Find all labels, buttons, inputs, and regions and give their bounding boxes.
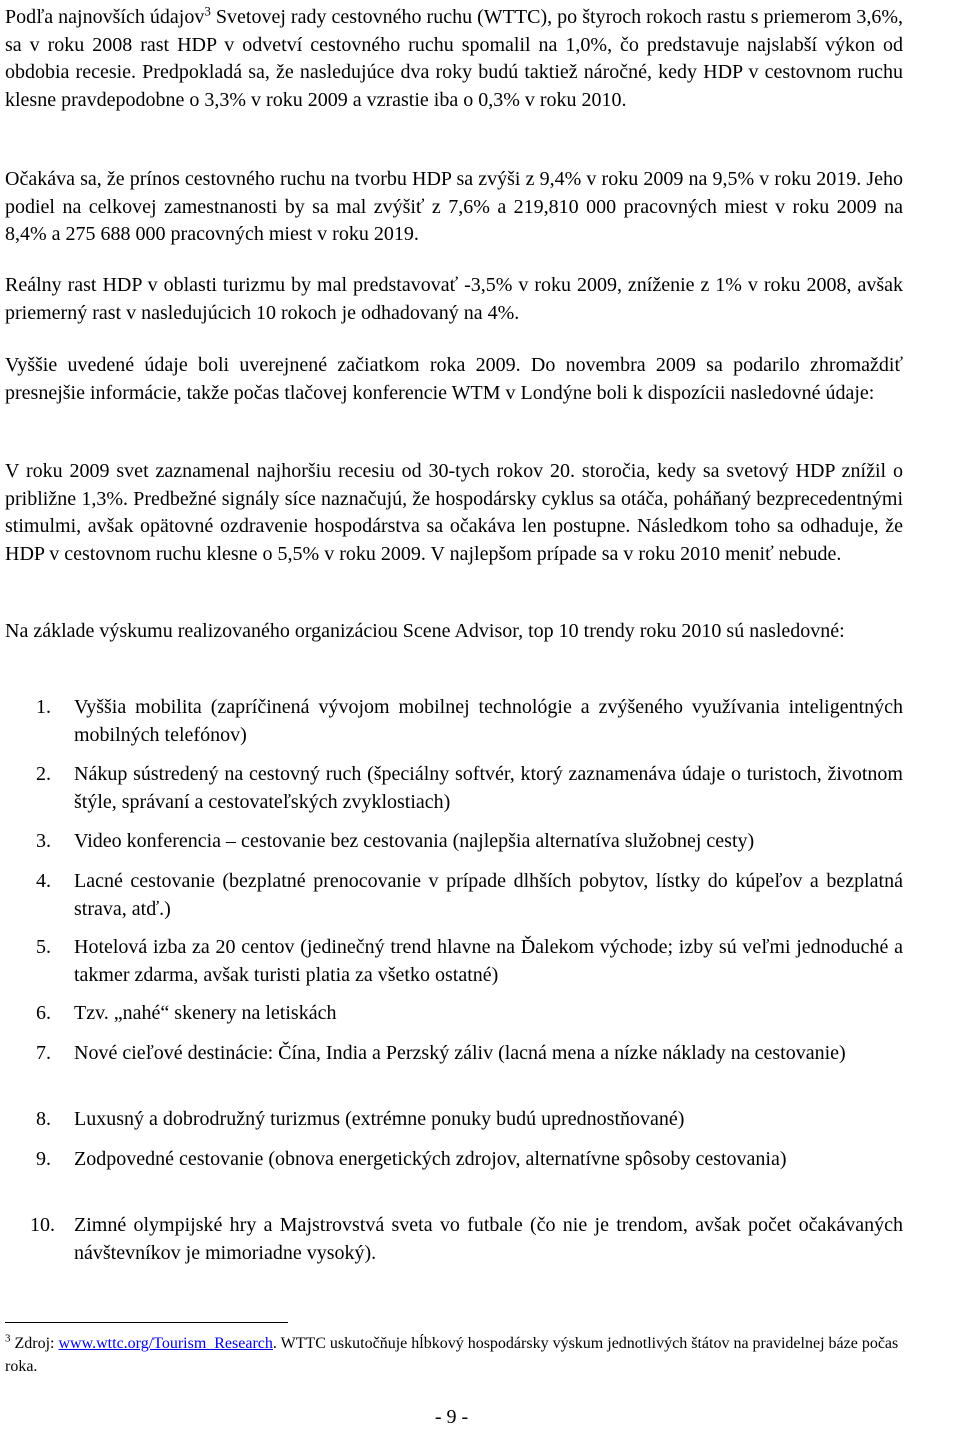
list-item-text: Video konferencia – cestovanie bez cestovania (najlepšia alternatíva služobnej cesty) [74,830,755,852]
paragraph-trends-intro: Na základe výskumu realizovaného organizáciou Scene Advisor, top 10 trendy roku 2010 sú nasledovné: [5,620,845,642]
paragraph-wtm-update: Vyššie uvedené údaje boli uverejnené začiatkom roka 2009. Do novembra 2009 sa podarilo zhromaždiť presnejšie informácie, takže počas tlačovej konferencie WTM v Londýne boli k dispozícii nasledovné údaje: [5,354,903,404]
footnote-source-label: Zdroj: [10,1335,59,1352]
list-item-number: 9. [36,1148,51,1170]
paragraph-wttc-intro [5,4,903,114]
paragraph-wttc-intro-rest: Svetovej rady cestovného ruchu (WTTC), po štyroch rokoch rastu s priemerom 3,6%, sa v roku 2008 rast HDP v odvetví cestovného ruchu spomalil na 1,0%, čo predstavuje najslabší výkon od obdobia recesie. Predpokladá sa, že nasledujúce dva roky budú taktiež náročné, kedy HDP v cestovnom ruchu klesne pravdepodobne o 3,3% v roku 2009 a vzrastie iba o 0,3% v roku 2010. [5,6,903,111]
list-item-number: 10. [30,1214,55,1236]
paragraph-gdp-contribution: Očakáva sa, že prínos cestovného ruchu na tvorbu HDP sa zvýši z 9,4% v roku 2009 na 9,5% v roku 2019. Jeho podiel na celkovej zamestnanosti by sa mal zvýšiť z 7,6% a 219,810 000 pracovných miest v roku 2009 na 8,4% a 275 688 000 pracovných miest v roku 2019. [5,168,903,245]
list-item-number: 7. [36,1042,51,1064]
list-item-text: Lacné cestovanie (bezplatné prenocovanie v prípade dlhších pobytov, lístky do kúpeľov a bezplatná strava, atď.) [74,870,903,920]
paragraph-recession-2009: V roku 2009 svet zaznamenal najhoršiu recesiu od 30-tych rokov 20. storočia, kedy sa svetový HDP znížil o približne 1,3%. Predbežné signály síce naznačujú, že hospodársky cyklus sa otáča, poháňaný bezprecedentnými stimulmi, avšak opätovné ozdravenie hospodárstva sa očakáva len postupne. Následkom toho sa odhaduje, že HDP v cestovnom ruchu klesne o 5,5% v roku 2009. V najlepšom prípade sa v roku 2010 meniť nebude. [5,460,903,565]
list-item-text: Tzv. „nahé“ skenery na letiskách [74,1002,337,1024]
list-item-number: 3. [36,830,51,852]
paragraph-real-growth: Reálny rast HDP v oblasti turizmu by mal predstavovať -3,5% v roku 2009, zníženie z 1% v roku 2008, avšak priemerný rast v nasledujúcich 10 rokoch je odhadovaný na 4%. [5,274,903,324]
list-item-number: 6. [36,1002,51,1024]
paragraph-wttc-intro-start: Podľa najnovších údajov [5,6,205,28]
list-item-text: Hotelová izba za 20 centov (jedinečný trend hlavne na Ďalekom východe; izby sú veľmi jednoduché a takmer zdarma, avšak turisti platia za všetko ostatné) [74,936,903,986]
footnote [5,1333,903,1378]
footnote-text: . WTTC uskutočňuje hĺbkový hospodársky výskum jednotlivých štátov na pravidelnej báze počas roka. [5,1335,899,1375]
list-item-text: Vyššia mobilita (zapríčinená vývojom mobilnej technológie a zvýšeného využívania inteligentných mobilných telefónov) [74,696,903,746]
footnote-source-link[interactable]: www.wttc.org/Tourism_Research [58,1335,273,1352]
list-item-number: 5. [36,936,51,958]
footnote-reference: 3 [204,3,211,19]
list-item-number: 8. [36,1108,51,1130]
list-item-number: 2. [36,763,51,785]
footnote-separator [5,1322,288,1323]
list-item-text: Luxusný a dobrodružný turizmus (extrémne ponuky budú uprednostňované) [74,1108,685,1130]
footnote-number: 3 [5,1332,11,1345]
list-item-text: Zodpovedné cestovanie (obnova energetických zdrojov, alternatívne spôsoby cestovania) [74,1148,787,1170]
list-item-number: 1. [36,696,51,718]
list-item-text: Nákup sústredený na cestovný ruch (špeciálny softvér, ktorý zaznamenáva údaje o turistoch, životnom štýle, správaní a cestovateľských zvyklostiach) [74,763,903,813]
list-item-text: Zimné olympijské hry a Majstrovstvá sveta vo futbale (čo nie je trendom, avšak počet očakávaných návštevníkov je mimoriadne vysoký). [74,1214,903,1264]
list-item-text: Nové cieľové destinácie: Čína, India a Perzský záliv (lacná mena a nízke náklady na cestovanie) [74,1042,846,1064]
page-number: - 9 - [434,1406,469,1428]
list-item-number: 4. [36,870,51,892]
